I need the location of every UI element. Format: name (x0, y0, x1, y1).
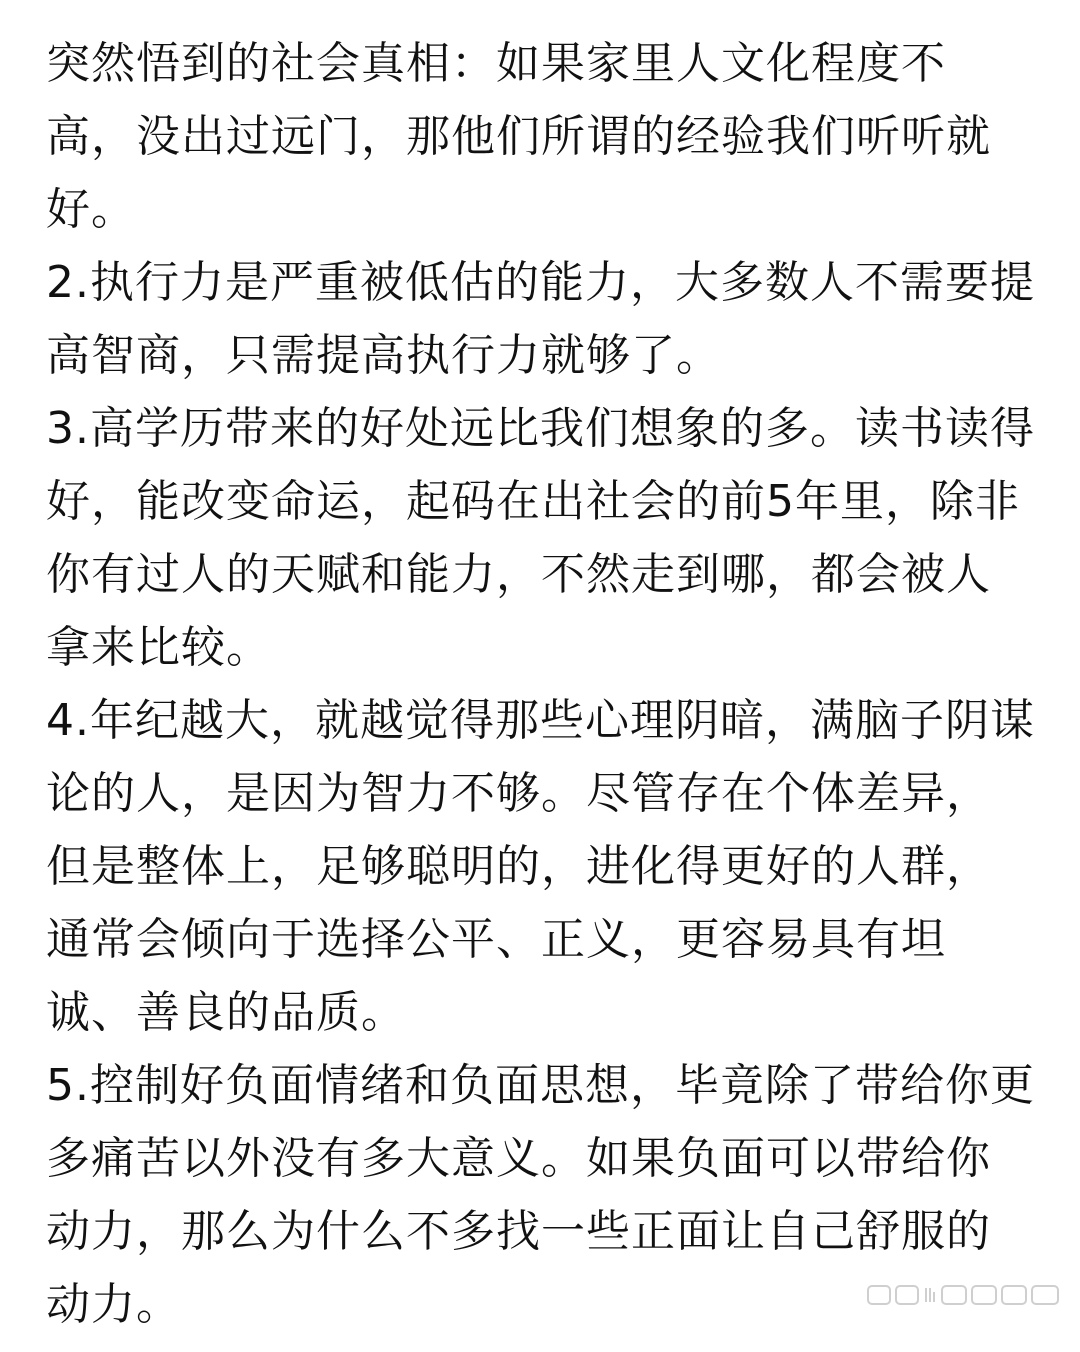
post-line: 通常会倾向于选择公平、正义，更容易具有坦 (46, 914, 946, 965)
post-line: 动力。 (46, 1279, 181, 1330)
post-line: 4.年纪越大，就越觉得那些心理阴暗，满脑子阴谋 (46, 695, 1035, 746)
post-line: 你有过人的天赋和能力，不然走到哪，都会被人 (46, 549, 991, 600)
post-line: 2.执行力是严重被低估的能力，大多数人不需要提 (46, 257, 1035, 308)
post-line: 诚、善良的品质。 (46, 987, 406, 1038)
post-line: 多痛苦以外没有多大意义。如果负面可以带给你 (46, 1133, 991, 1184)
post-line: 但是整体上，足够聪明的，进化得更好的人群， (46, 841, 991, 892)
post-line: 论的人，是因为智力不够。尽管存在个体差异， (46, 768, 991, 819)
post-line: 拿来比较。 (46, 622, 271, 673)
post-line: 动力，那么为什么不多找一些正面让自己舒服的 (46, 1206, 991, 1257)
post-line: 高，没出过远门，那他们所谓的经验我们听听就 (46, 111, 991, 162)
watermark-logo (864, 1282, 1064, 1308)
post-line: 好。 (46, 184, 136, 235)
post-line: 突然悟到的社会真相：如果家里人文化程度不 (46, 38, 946, 89)
post-line: 好，能改变命运，起码在出社会的前5年里，除非 (46, 476, 1020, 527)
post-body (46, 38, 1046, 1352)
post-line: 高智商，只需提高执行力就够了。 (46, 330, 721, 381)
post-line: 5.控制好负面情绪和负面思想，毕竟除了带给你更 (46, 1060, 1035, 1111)
post-line: 3.高学历带来的好处远比我们想象的多。读书读得 (46, 403, 1035, 454)
watermark-glyphs-icon (864, 1282, 1064, 1308)
